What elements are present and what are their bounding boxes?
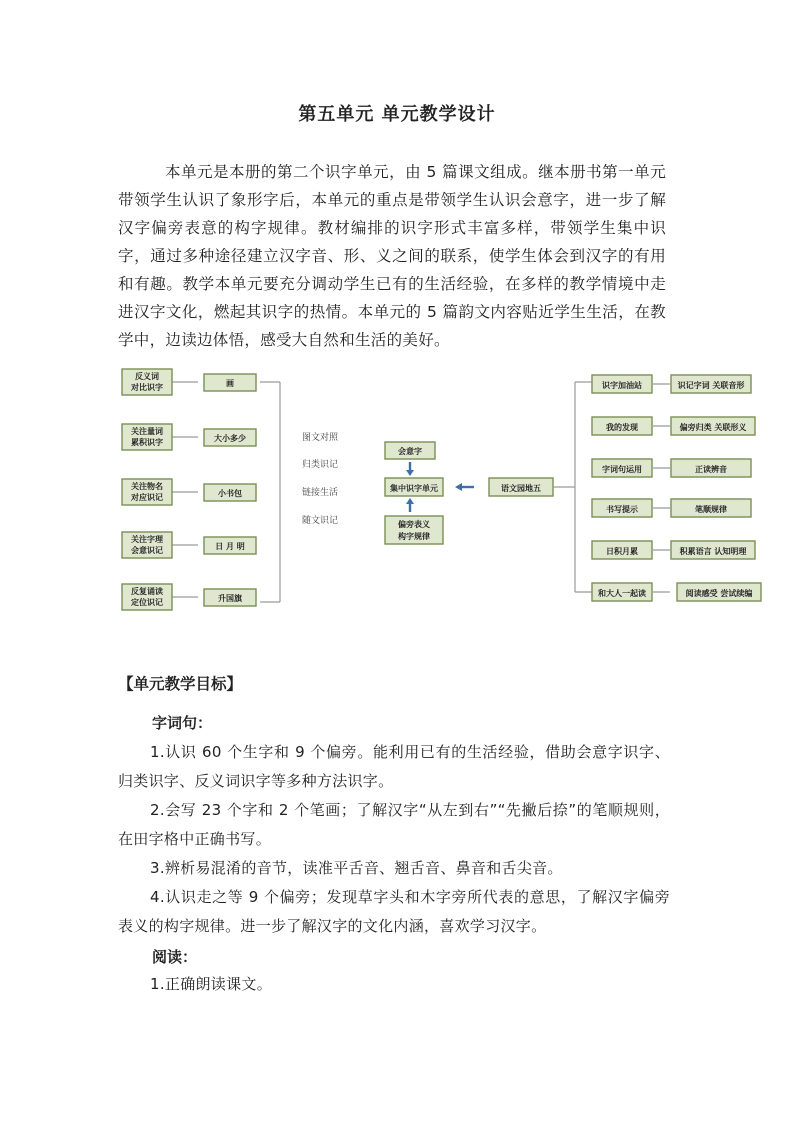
category-label: 反复诵读 xyxy=(131,587,163,596)
detail-label: 积累语言 认知明理 xyxy=(679,547,747,556)
unit-structure-diagram xyxy=(110,362,770,612)
detail-label: 阅读感受 尝试续编 xyxy=(685,589,753,598)
goal-item: 4.认识走之等 9 个偏旁；发现草字头和木字旁所代表的意思，了解汉字偏旁表义的构字规律。进一步了解汉字的文化内涵，喜欢学习汉字。 xyxy=(118,888,670,935)
left-connectors xyxy=(172,382,198,597)
goals-subheading-words: 字词句： xyxy=(152,714,213,732)
lesson-label: 升国旗 xyxy=(218,594,242,603)
left-category-boxes xyxy=(122,369,172,610)
right-detail-boxes xyxy=(671,375,761,601)
section-label: 书写提示 xyxy=(606,505,638,514)
category-label: 累积识字 xyxy=(131,438,163,447)
goals-subheading-reading: 阅读： xyxy=(152,948,198,966)
category-label: 关注字理 xyxy=(131,535,163,544)
goal-item: 1.认识 60 个生字和 9 个偏旁。能利用已有的生活经验，借助会意字识字、归类识字、反义词识字等多种方法识字。 xyxy=(118,743,670,790)
garden-label: 语文园地五 xyxy=(501,484,541,493)
category-label: 反义词 xyxy=(135,372,159,381)
detail-label: 识记字词 关联音形 xyxy=(677,381,745,390)
method-labels xyxy=(302,431,339,526)
center-bottom-label: 偏旁表义 xyxy=(398,520,430,529)
left-lesson-boxes xyxy=(204,374,256,606)
lesson-label: 画 xyxy=(226,379,234,388)
category-label: 关注物名 xyxy=(131,482,163,491)
detail-label: 偏旁归类 关联形义 xyxy=(679,423,747,432)
lesson-label: 日 月 明 xyxy=(215,542,245,551)
goals-heading: 【单元教学目标】 xyxy=(118,675,243,693)
page-title: 第五单元 单元教学设计 xyxy=(298,104,496,125)
center-main-label: 集中识字单元 xyxy=(390,484,438,493)
method-label: 随文识记 xyxy=(301,516,339,526)
intro-paragraph: 本单元是本册的第二个识字单元，由 5 篇课文组成。继本册书第一单元带领学生认识了象形字后，本单元的重点是带领学生认识会意字，进一步了解汉字偏旁表意的构字规律。教材编排的识字形式丰富多样，带领学生集中识字，通过多种途径建立汉字音、形、义之间的联系，使学生体会到汉字的有用和有趣。教学本单元要充分调动学生已有的生活经验，在多样的教学情境中走进汉字文化，燃起其识字的热情。本单元的 5 篇韵文内容贴近学生生活，在教学中，边读边体悟，感受大自然和生活的美好。 xyxy=(118,163,666,349)
lesson-label: 大小多少 xyxy=(214,434,246,443)
center-bottom-label: 构字规律 xyxy=(398,532,430,541)
section-label: 和大人一起读 xyxy=(598,589,646,598)
category-label: 关注量词 xyxy=(131,427,163,436)
category-label: 对应识记 xyxy=(131,493,163,502)
detail-label: 正读辨音 xyxy=(695,465,727,474)
lesson-label: 小书包 xyxy=(218,489,242,498)
right-connectors xyxy=(653,384,670,592)
category-label: 定位识记 xyxy=(131,598,163,607)
method-label: 归类识记 xyxy=(301,460,339,470)
detail-label: 笔顺规律 xyxy=(695,505,727,514)
goal-item: 1.正确朗读课文。 xyxy=(150,975,273,993)
goal-item: 3.辨析易混淆的音节，读准平舌音、翘舌音、鼻音和舌尖音。 xyxy=(150,859,563,877)
section-label: 字词句运用 xyxy=(602,465,642,474)
category-label: 会意识记 xyxy=(131,546,163,555)
right-section-boxes xyxy=(592,375,652,601)
section-label: 识字加油站 xyxy=(602,381,642,390)
center-column xyxy=(385,442,575,544)
method-label: 图文对照 xyxy=(301,433,339,443)
goal-item: 2.会写 23 个字和 2 个笔画；了解汉字“从左到右”“先撇后捺”的笔顺规则，在田字格中正确书写。 xyxy=(118,801,670,848)
center-top-label: 会意字 xyxy=(398,447,422,456)
section-label: 日积月累 xyxy=(606,547,638,556)
method-label: 链接生活 xyxy=(301,488,339,498)
section-label: 我的发现 xyxy=(606,423,638,432)
category-label: 对比识字 xyxy=(131,383,163,392)
right-bracket xyxy=(575,382,592,592)
left-bracket xyxy=(260,382,280,602)
